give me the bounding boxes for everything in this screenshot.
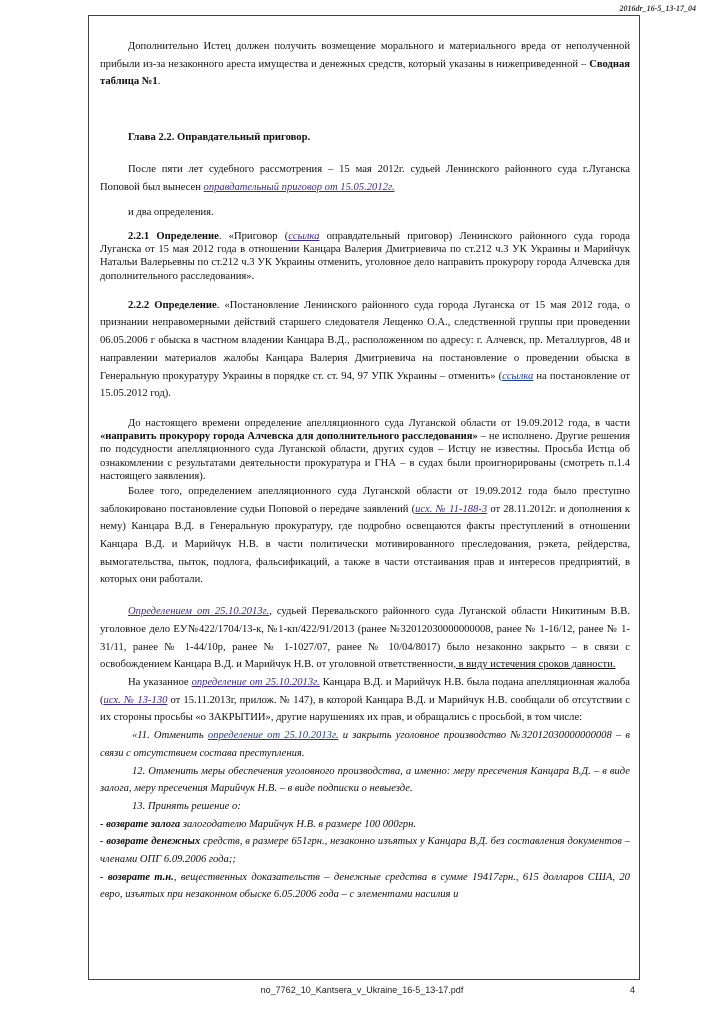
quote-item-13: 13. Принять решение о: bbox=[132, 800, 241, 812]
paragraph-ruling-222: 2.2.2 Определение. «Постановление Ленинского районного суда города Луганска от 15 мая 2012 года, о признании неправомерными действий старшего следователя Лещенко О.А., следственной группы при проведении 06.05.2006 г обыска в частном владении Канцара В.Д., расположенном по адресу: г. Алчевск, пр. Металлургов, 48 и направлении материалов жалобы Канцара Валерия Дмитриевича на постановление о проведении обыска в Генеральную прокуратуру Украины в порядке ст. ст. 94, 97 УПК Украины – отменить» (ссылка на постановление от 15.05.2012 год). bbox=[100, 299, 631, 400]
quote-item-13-bail: - возврате залога залогодателю Марийчук Н.В. в размере 100 000грн. bbox=[100, 818, 416, 830]
acquittal-link[interactable]: оправдательный приговор от 15.05.2012г. bbox=[203, 181, 395, 193]
page-footer bbox=[0, 985, 724, 999]
paragraph-two-rulings: и два определения. bbox=[128, 207, 214, 219]
ref-11-188-3-link[interactable]: исх. № 11-188-3 bbox=[415, 503, 488, 515]
page-number: 4 bbox=[630, 985, 636, 995]
quote-item-12: 12. Отменить меры обеспечения уголовного производства, а именно: меру пресечения Канцара В.Д. – в виде залога, меру пресечения Марийчук Н.В. – в виде подписки о невыезде. bbox=[100, 765, 630, 795]
quote-item-13-funds: - возврате денежных средств, в размере 651грн., незаконно изъятых у Канцара В.Д. без составления документов – членами ОПГ 6.09.2006 года;; bbox=[100, 836, 631, 866]
paragraph-blocked-ruling: Более того, определением апелляционного суда Луганской области от 19.09.2012 года было преступно заблокировано постановление судьи Поповой о передаче заявлений (исх. № 11-188-3 от 28.11.2012г. и дополнения к нему) Канцара В.Д. в Генеральную прокуратуру, где подробно освещаются факты преступлений в отношении Канцара В.Д. и Марийчук Н.В. в части политически мотивированного преследования, рэкета, рейдерства, вымогательства, пыток, подлога, фальсификаций, а также в части отстаивания прав и интересов предприятий, в которых они работали. bbox=[100, 485, 631, 586]
paragraph-ruling-221: 2.2.1 Определение. «Приговор (ссылка оправдательный приговор) Ленинского районного суда города Луганска от 15 мая 2012 года в отношении Канцара Валерия Дмитриевича по ст.212 ч.3 УК Украины и Марийчук Натальи Валерьевны по ст.212 ч.3 УК Украины отменить, уголовное дело направить прокурору города Алчевска для дополнительного расследования». bbox=[100, 230, 630, 282]
ruling-25-10-2013-link[interactable]: Определением от 25.10.2013г. bbox=[128, 606, 270, 618]
quote-ruling-link[interactable]: определение от 25.10.2013г. bbox=[207, 730, 339, 742]
quote-item-11: «11. Отменить определение от 25.10.2013г. и закрыть уголовное производство №32012030000000008 – в связи с отсутствием состава преступления. bbox=[100, 730, 631, 759]
ruling-221-link[interactable]: ссылка bbox=[288, 230, 320, 242]
paragraph-appeal: На указанное определение от 25.10.2013г. Канцара В.Д. и Марийчук Н.В. была подана апелляционная жалоба (исх. № 13-130 от 15.11.2013г, прилож. № 147), в которой Канцара В.Д. и Марийчук Н.В. сообщали об отсутствии с их стороны просьбы «о ЗАКРЫТИИ», другие нарушениях их прав, и обращались с просьбой, в том числе: bbox=[100, 677, 631, 724]
footer-filename: no_7762_10_Kantsera_v_Ukraine_16-5_13-17.pdf bbox=[260, 985, 464, 995]
document-body bbox=[100, 38, 630, 904]
document-id-header: 2016dr_16-5_13-17_04 bbox=[619, 4, 696, 13]
paragraph-not-executed: До настоящего времени определение апелляционного суда Луганской области от 19.09.2012 года, в части «направить прокурору города Алчевска для дополнительного расследования» – не исполнено. Другие решения по подсудности апелляционного суда Луганской области, других судов – Истцу не известны. Просьба Истца об ознакомлении с результатами деятельности прокуратура и ГНА – в судах были проигнорированы (смотреть п.1.4 настоящего заявления). bbox=[100, 417, 630, 482]
summary-table-reference: Сводная таблица №1 bbox=[100, 58, 630, 88]
paragraph-compensation: Дополнительно Истец должен получить возмещение морального и материального вреда от неполученной прибыли из-за незаконного ареста имущества и денежных средств, который указаны в нижеприведенной – Сводная таблица №1. bbox=[100, 41, 630, 88]
paragraph-acquittal: После пяти лет судебного рассмотрения – 15 мая 2012г. судьей Ленинского районного суда г.Луганска Поповой был вынесен оправдательный приговор от 15.05.2012г. bbox=[100, 163, 630, 193]
appeal-ruling-link[interactable]: определение от 25.10.2013г. bbox=[191, 677, 320, 688]
ruling-222-link[interactable]: ссылка bbox=[502, 370, 534, 382]
paragraph-case-closed: Определением от 25.10.2013г., судьей Перевальского районного суда Луганской области Никитиным В.В. уголовное дело ЕУ№422/1704/13-к, №1-кп/422/91/2013 (ранее №32012030000000008, ранее № 1-16/12, ранее № 1-31/11, ранее № 1-44/10р, ранее № 1-1027/07, ранее № 10/04/8017) было незаконно закрыто – в связи с освобождением Канцара В.Д. и Марийчук Н.В. от уголовной ответственности, в виду истечения сроков давности. bbox=[100, 606, 630, 671]
quote-item-13-evidence: - возврате т.н., вещественных доказательств – денежные средства в сумме 19417грн., 615 долларов США, 20 евро, изъятых при незаконном обыске 6.05.2006 года – с элементами насилия и bbox=[100, 871, 630, 901]
ref-13-130-link[interactable]: исх. № 13-130 bbox=[103, 694, 168, 706]
chapter-heading: Глава 2.2. Оправдательный приговор. bbox=[128, 132, 311, 144]
